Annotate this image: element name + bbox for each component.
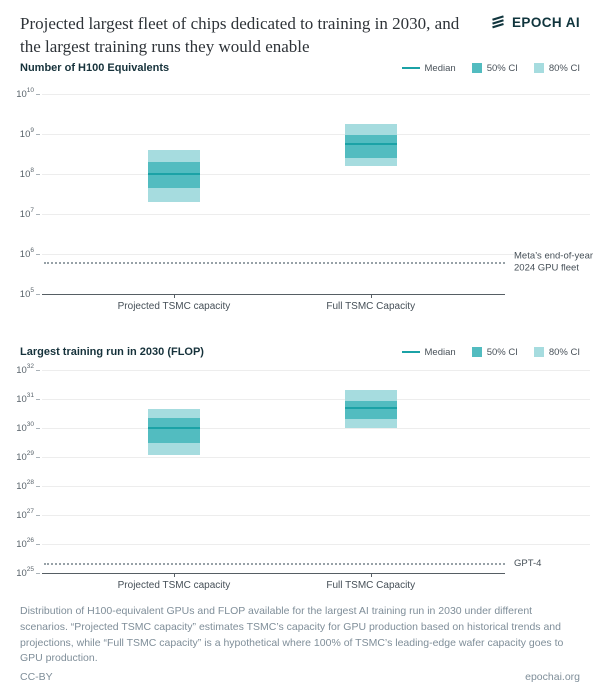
gridline [42,428,590,429]
x-category-label: Projected TSMC capacity [117,301,231,312]
y-tick-label: $10^{28}$ [16,478,34,493]
median-line [345,407,397,409]
x-tick-mark [371,294,372,298]
legend-item-ci50 [472,347,518,358]
x-axis-line [42,573,505,574]
x-tick-mark [174,573,175,577]
ci80-swatch [534,63,544,73]
ci50-swatch [472,63,482,73]
ci80-swatch [534,347,544,357]
legend-label-median: Median [424,62,456,74]
legend-label-ci80: 80% CI [548,62,580,74]
y-tick-label: $10^{26}$ [16,536,34,551]
y-tick-mark [36,573,40,574]
y-tick-mark [36,457,40,458]
y-tick-label: $10^7$ [19,206,34,221]
legend [402,63,580,74]
gridline [42,254,590,255]
page-title: Projected largest fleet of chips dedicated to training in 2030, and the largest training runs they would enable [20,14,460,57]
legend-item-ci80 [534,63,580,74]
y-tick-label: $10^{31}$ [16,391,34,406]
median-line [148,427,200,429]
brand-logo [490,14,580,30]
x-category-label: Full TSMC Capacity [326,580,416,591]
gridline [42,174,590,175]
legend-label-ci80: 80% CI [548,346,580,358]
reference-label: GPT-4 [514,558,596,570]
reference-label: Meta’s end-of-year 2024 GPU fleet [514,251,596,276]
legend-item-median [402,347,456,358]
chart-title: Number of H100 Equivalents [20,62,170,74]
ci50-band [345,401,397,419]
reference-line [44,563,505,565]
y-tick-label: $10^{32}$ [16,362,34,377]
chart-training-run-flop [16,346,580,598]
ci50-band [345,135,397,158]
gridline [42,544,590,545]
median-line-swatch [402,67,420,69]
median-line-swatch [402,351,420,353]
chart-h100-equivalents [16,62,594,322]
y-tick-mark [36,399,40,400]
plot-area [16,362,542,591]
brand-name: EPOCH AI [512,14,580,30]
legend-item-ci80 [534,347,580,358]
ci50-band [148,418,200,443]
y-tick-label: $10^5$ [19,286,34,301]
y-tick-mark [36,174,40,175]
footnote: Distribution of H100-equivalent GPUs and FLOP available for the largest AI training run in 2030 under different scenarios. “Projected TSMC capacity” estimates TSMC’s capacity for GPU production based on historical trends and projections, while “Full TSMC capacity” is a hypothetical where 100% of TSMC’s leading-edge wafer capacity goes to GPU production. [20,605,564,665]
gridline [42,214,590,215]
y-tick-mark [36,486,40,487]
y-tick-label: $10^{27}$ [16,507,34,522]
footer [20,671,580,683]
legend-item-ci50 [472,63,518,74]
legend-label-median: Median [424,346,456,358]
y-tick-mark [36,254,40,255]
legend [402,347,580,358]
y-tick-mark [36,544,40,545]
median-line [148,173,200,175]
gridline [42,457,590,458]
x-axis-line [42,294,505,295]
gridline [42,486,590,487]
legend-label-ci50: 50% CI [486,62,518,74]
chart-title: Largest training run in 2030 (FLOP) [20,346,204,358]
gridline [42,134,590,135]
y-tick-mark [36,134,40,135]
y-tick-mark [36,294,40,295]
y-tick-label: $10^6$ [19,246,34,261]
legend-item-median [402,63,456,74]
license: CC-BY [20,671,53,683]
y-tick-mark [36,94,40,95]
y-tick-label: $10^{29}$ [16,449,34,464]
x-category-label: Projected TSMC capacity [117,580,231,591]
y-tick-label: $10^{30}$ [16,420,34,435]
gridline [42,399,590,400]
site-link[interactable]: epochai.org [525,671,580,683]
y-tick-mark [36,214,40,215]
x-tick-mark [174,294,175,298]
legend-label-ci50: 50% CI [486,346,518,358]
y-tick-label: $10^9$ [19,126,34,141]
gridline [42,94,590,95]
median-line [345,143,397,145]
y-tick-label: $10^{10}$ [16,86,34,101]
epoch-logo-icon [490,14,506,30]
y-tick-mark [36,428,40,429]
y-tick-mark [36,515,40,516]
gridline [42,370,590,371]
ci50-swatch [472,347,482,357]
y-tick-mark [36,370,40,371]
y-tick-label: $10^8$ [19,166,34,181]
x-tick-mark [371,573,372,577]
gridline [42,515,590,516]
x-category-label: Full TSMC Capacity [326,301,416,312]
reference-line [44,262,505,264]
y-tick-label: $10^{25}$ [16,565,34,580]
plot-area [16,86,594,312]
